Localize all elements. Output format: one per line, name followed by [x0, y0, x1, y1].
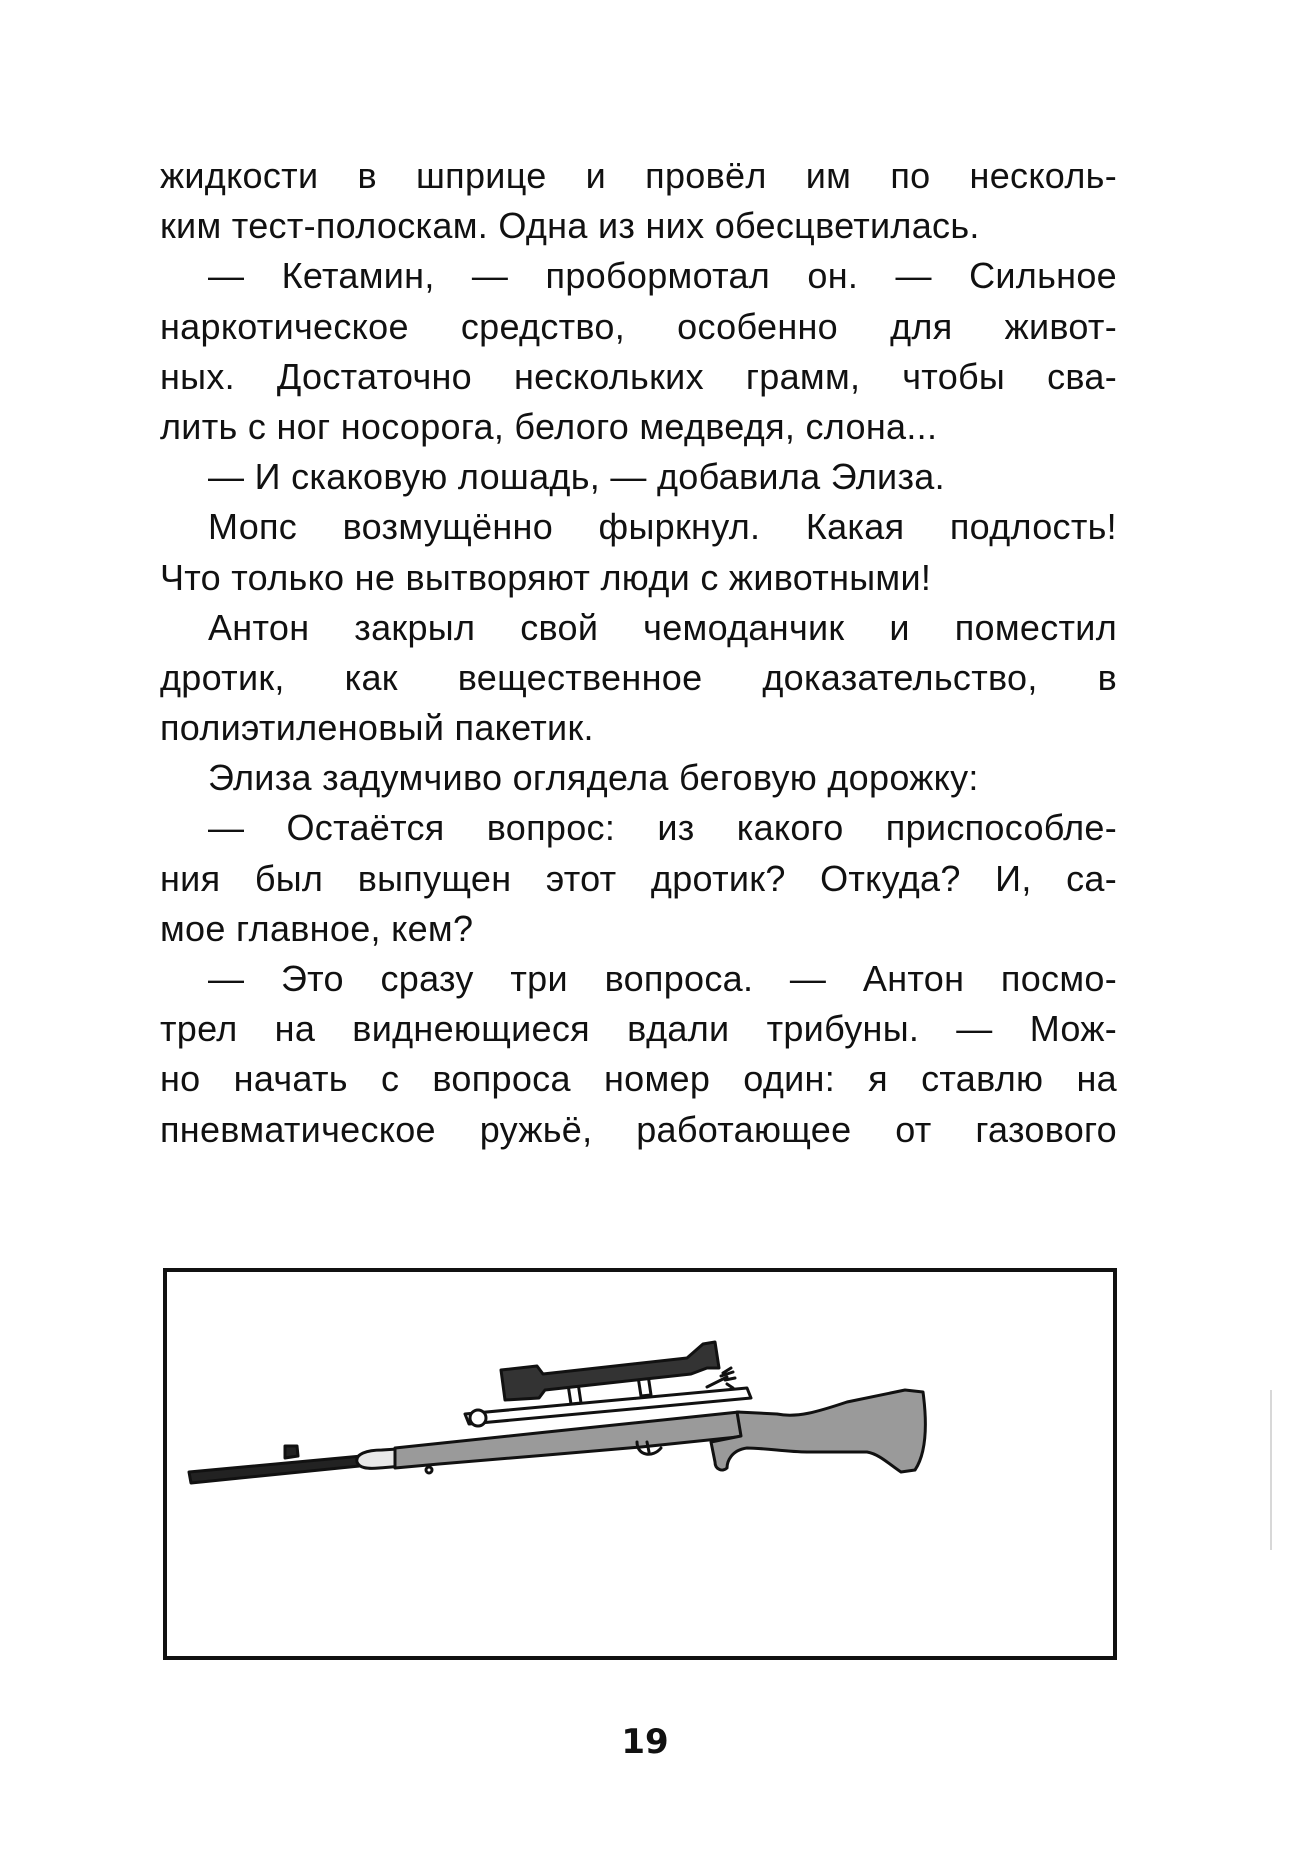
text-line-11: дротик, как вещественное доказательство, в: [160, 656, 1117, 698]
body-text: [160, 151, 1117, 1155]
grip-screw: [426, 1467, 432, 1473]
text-line-5: ных. Достаточно нескольких грамм, чтобы сва-: [160, 355, 1117, 397]
text-line-20: пневматическое ружьё, работающее от газового: [160, 1108, 1117, 1150]
scan-edge-mark: [1270, 1390, 1272, 1550]
text-line-10: Антон закрыл свой чемоданчик и поместил: [208, 606, 1117, 648]
text-line-8: Мопс возмущённо фыркнул. Какая подлость!: [208, 506, 1117, 548]
text-line-15: ния был выпущен этот дротик? Откуда? И, са-: [160, 857, 1117, 899]
text-line-18: трел на виднеющиеся вдали трибуны. — Мож-: [160, 1008, 1117, 1050]
dart: [707, 1377, 727, 1387]
text-line-16: мое главное, кем?: [160, 907, 474, 949]
text-line-3: — Кетамин, — пробормотал он. — Сильное: [208, 255, 1117, 297]
air-rifle-illustration: [167, 1272, 1113, 1656]
page-number: 19: [621, 1722, 669, 1762]
rifle-front-sight: [285, 1446, 298, 1458]
text-line-13: Элиза задумчиво оглядела беговую дорожку:: [208, 757, 979, 799]
bolt-knob: [470, 1410, 486, 1426]
text-line-6: лить с ног носорога, белого медведя, слона...: [160, 405, 938, 447]
rifle-scope: [501, 1342, 719, 1400]
text-line-4: наркотическое средство, особенно для живот-: [160, 305, 1117, 347]
text-line-12: полиэтиленовый пакетик.: [160, 707, 594, 749]
text-line-2: ким тест-полоскам. Одна из них обесцветилась.: [160, 205, 980, 247]
text-line-7: — И скаковую лошадь, — добавила Элиза.: [208, 456, 945, 498]
trigger: [647, 1442, 649, 1452]
text-line-19: но начать с вопроса номер один: я ставлю на: [160, 1058, 1117, 1100]
illustration-frame: [163, 1268, 1117, 1660]
text-line-9: Что только не вытворяют люди с животными!: [160, 556, 932, 598]
rifle-stock: [711, 1390, 925, 1472]
rifle-receiver: [395, 1412, 747, 1468]
text-line-17: — Это сразу три вопроса. — Антон посмо-: [208, 958, 1117, 999]
text-line-14: — Остаётся вопрос: из какого приспособле-: [208, 807, 1117, 849]
text-line-1: жидкости в шприце и провёл им по несколь-: [160, 155, 1117, 196]
